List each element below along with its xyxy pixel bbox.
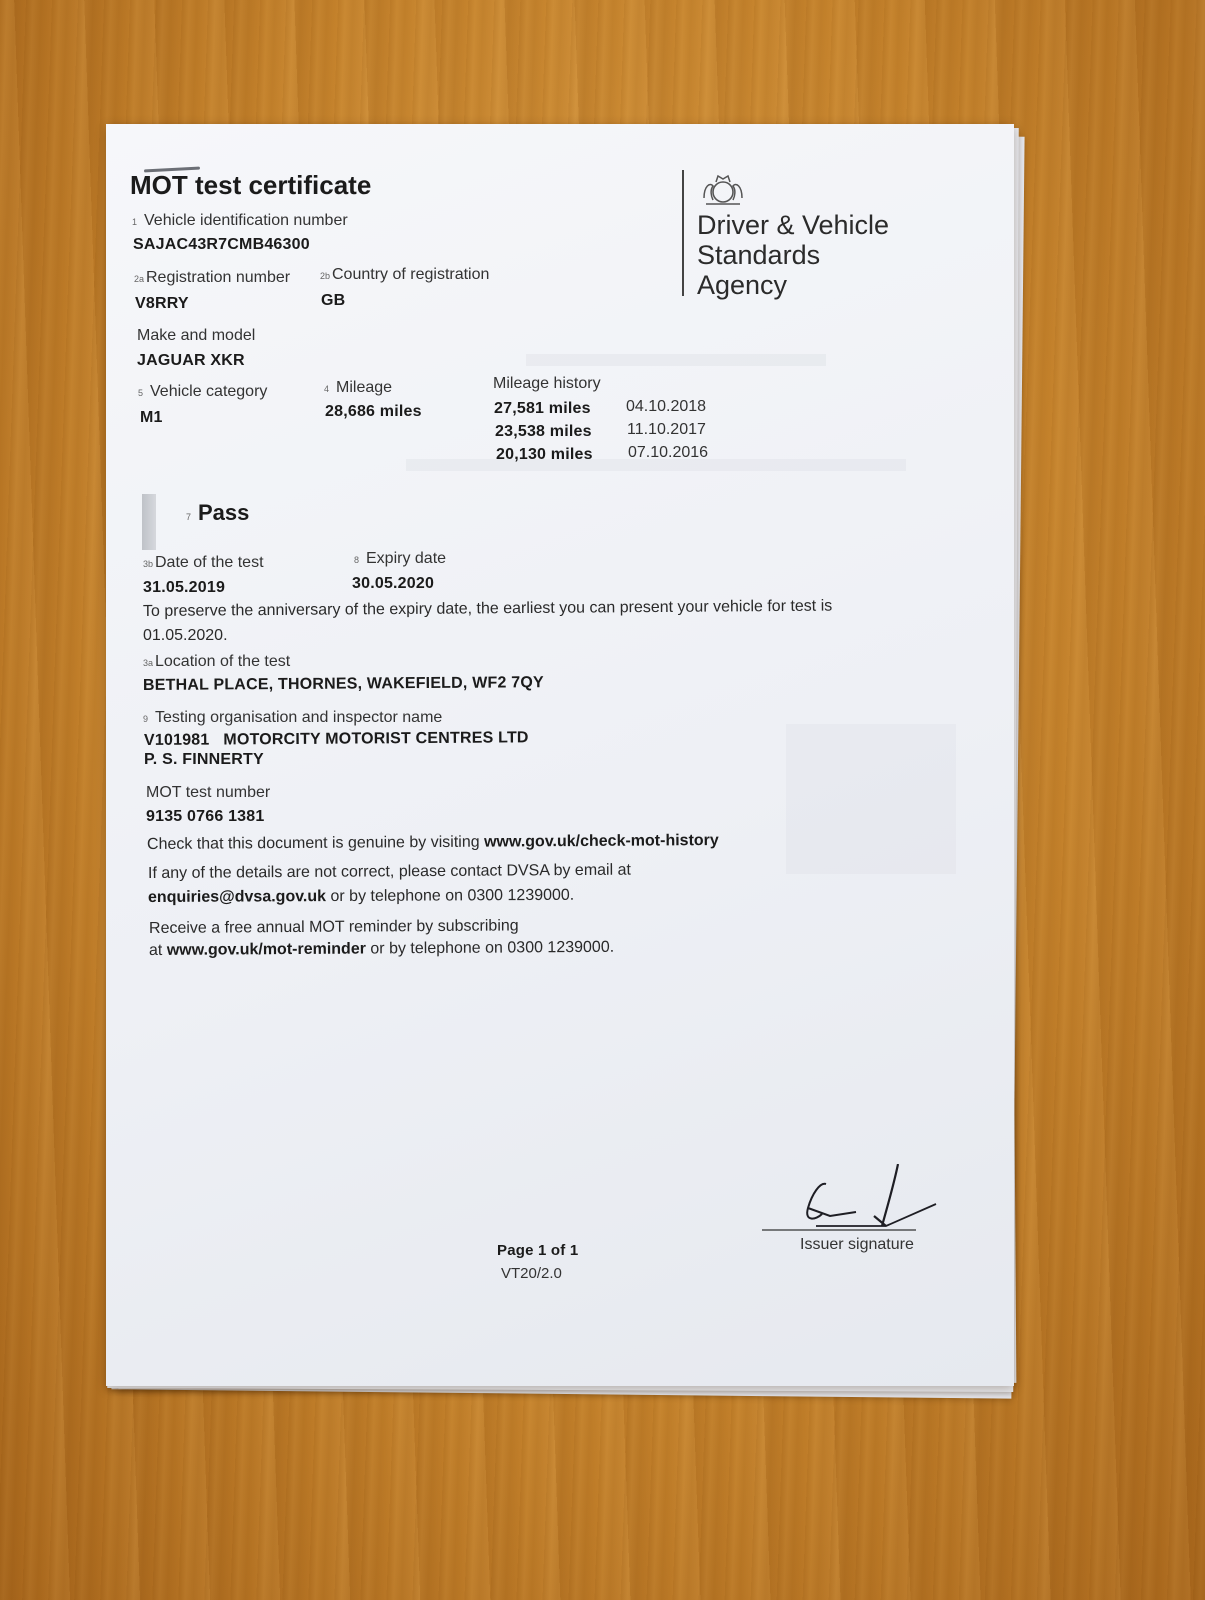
contact-details <box>148 887 574 907</box>
contact-phone-text: or by telephone on 0300 1239000. <box>325 886 575 906</box>
test-date-value: 31.05.2019 <box>143 579 226 596</box>
check-text: Check that this document is genuine by visiting <box>146 833 485 853</box>
mileage-label-text: Mileage <box>336 379 393 396</box>
country-label-text: Country of registration <box>332 266 490 283</box>
mileage-history-label: Mileage history <box>493 375 601 392</box>
organisation-value: V101981 MOTORCITY MOTORIST CENTRES LTD <box>143 729 529 749</box>
reminder-details <box>149 939 614 960</box>
agency-name-line3: Agency <box>697 270 788 300</box>
field-number: 2a <box>134 274 145 284</box>
mileage-value: 28,686 miles <box>325 403 422 420</box>
registration-label-text: Registration number <box>146 269 291 286</box>
location-label <box>143 653 290 671</box>
test-number-value: 9135 0766 1381 <box>146 808 265 825</box>
show-through <box>526 354 826 366</box>
reminder-text: Receive a free annual MOT reminder by subscribing <box>148 917 519 937</box>
test-date-label <box>143 554 264 572</box>
history-date: 11.10.2017 <box>627 421 706 438</box>
reminder-phone-text: or by telephone on 0300 1239000. <box>365 938 615 958</box>
country-label <box>320 266 489 284</box>
field-number: 7 <box>186 512 192 522</box>
dvsa-email-link[interactable]: enquiries@dvsa.gov.uk <box>147 888 327 906</box>
registration-label <box>134 269 290 287</box>
field-number: 1 <box>132 217 138 227</box>
location-value: BETHAL PLACE, THORNES, WAKEFIELD, WF2 7QY <box>142 674 544 694</box>
field-number: 9 <box>143 714 149 724</box>
show-through <box>786 724 956 874</box>
field-number: 4 <box>324 384 330 394</box>
anniversary-date: 01.05.2020. <box>143 627 228 644</box>
vin-value: SAJAC43R7CMB46300 <box>133 236 310 253</box>
mileage-label <box>324 379 392 397</box>
mot-certificate-page <box>106 124 1014 1386</box>
history-miles: 27,581 miles <box>494 400 591 417</box>
category-label <box>138 383 267 401</box>
mot-reminder-link[interactable]: www.gov.uk/mot-reminder <box>166 940 366 959</box>
history-date: 04.10.2018 <box>626 398 707 415</box>
field-number: 8 <box>354 555 360 565</box>
test-number-label: MOT test number <box>146 784 271 801</box>
agency-name-line1: Driver & Vehicle <box>697 210 890 240</box>
form-code: VT20/2.0 <box>501 1265 562 1282</box>
check-genuine-text <box>147 832 719 854</box>
location-label-text: Location of the test <box>155 653 291 670</box>
field-number: 3b <box>143 559 154 569</box>
royal-crest-icon <box>698 168 748 208</box>
vin-label-text: Vehicle identification number <box>144 212 348 229</box>
inspector-name: P. S. FINNERTY <box>144 751 264 768</box>
category-label-text: Vehicle category <box>150 383 268 400</box>
expiry-value: 30.05.2020 <box>352 575 435 592</box>
signature-label: Issuer signature <box>800 1236 914 1253</box>
contact-text: If any of the details are not correct, please contact DVSA by email at <box>147 861 631 882</box>
anniversary-note: To preserve the anniversary of the expiry date, the earliest you can present your vehicle for test is <box>142 597 833 620</box>
agency-name-line2: Standards <box>697 240 821 270</box>
agency-divider <box>682 170 684 296</box>
registration-value: V8RRY <box>135 295 189 312</box>
make-model-label: Make and model <box>137 327 256 344</box>
organisation-label <box>143 709 442 727</box>
issuer-signature <box>756 1164 956 1244</box>
page-title: MOT test certificate <box>130 170 372 200</box>
page-number: Page 1 of 1 <box>497 1242 579 1259</box>
test-date-label-text: Date of the test <box>155 554 264 571</box>
result <box>186 500 249 526</box>
expiry-label-text: Expiry date <box>366 550 447 567</box>
organisation-label-text: Testing organisation and inspector name <box>155 709 443 726</box>
category-value: M1 <box>140 409 163 426</box>
pass-label: Pass <box>198 500 250 525</box>
vin-label <box>132 212 348 230</box>
field-number: 5 <box>138 388 144 398</box>
history-miles: 23,538 miles <box>495 423 592 440</box>
history-date: 07.10.2016 <box>628 444 709 461</box>
field-number: 3a <box>143 658 154 668</box>
reminder-at: at <box>148 941 167 959</box>
make-model-value: JAGUAR XKR <box>137 352 245 369</box>
expiry-label <box>354 550 446 568</box>
history-miles: 20,130 miles <box>496 446 593 463</box>
field-number: 2b <box>320 271 331 281</box>
check-mot-history-link[interactable]: www.gov.uk/check-mot-history <box>484 832 719 851</box>
result-bar <box>142 494 156 550</box>
country-value: GB <box>321 292 346 309</box>
